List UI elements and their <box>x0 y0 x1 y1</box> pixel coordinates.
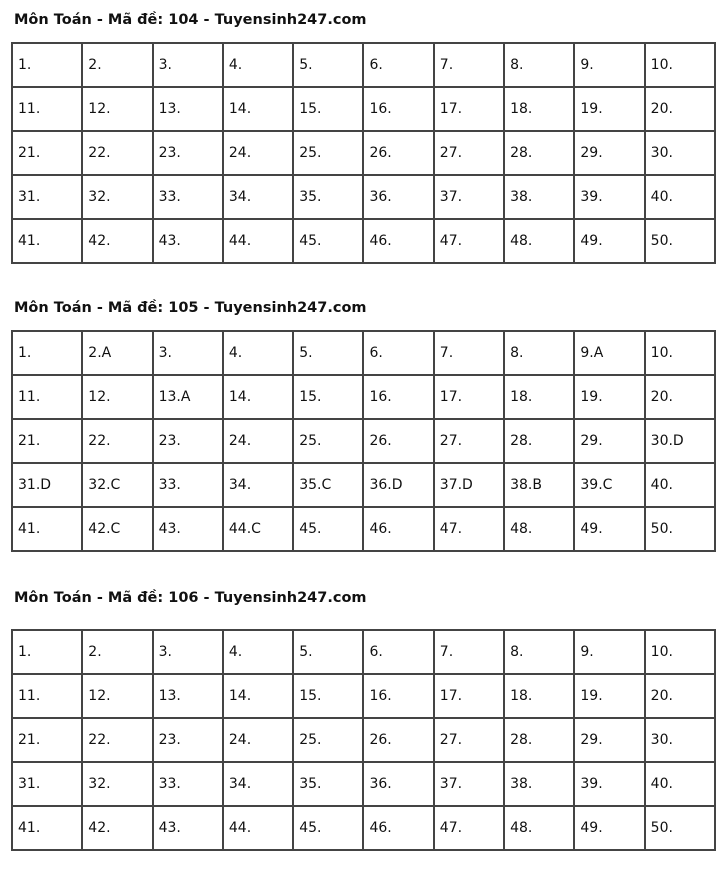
answer-cell: 38. <box>504 762 574 806</box>
answer-cell: 29. <box>574 718 644 762</box>
answer-cell: 44. <box>223 219 293 263</box>
answer-cell: 48. <box>504 806 574 850</box>
answer-cell: 9. <box>574 630 644 674</box>
answer-cell: 6. <box>363 331 433 375</box>
table-row <box>12 131 715 175</box>
answer-cell: 1. <box>12 331 82 375</box>
answer-cell: 34. <box>223 762 293 806</box>
table-row <box>12 718 715 762</box>
answer-cell: 50. <box>645 806 715 850</box>
answer-cell: 40. <box>645 463 715 507</box>
answer-cell: 41. <box>12 806 82 850</box>
answer-cell: 29. <box>574 419 644 463</box>
table-row <box>12 175 715 219</box>
answer-cell: 46. <box>363 806 433 850</box>
answer-cell: 1. <box>12 630 82 674</box>
answer-cell: 46. <box>363 219 433 263</box>
table-row <box>12 331 715 375</box>
answer-cell: 15. <box>293 87 363 131</box>
answer-cell: 18. <box>504 674 574 718</box>
answer-cell: 15. <box>293 375 363 419</box>
section-title-106: Môn Toán - Mã đề: 106 - Tuyensinh247.com <box>14 590 367 606</box>
answer-cell: 7. <box>434 43 504 87</box>
answer-cell: 2. <box>82 43 152 87</box>
answer-cell: 12. <box>82 87 152 131</box>
answer-cell: 21. <box>12 131 82 175</box>
answer-cell: 27. <box>434 131 504 175</box>
table-row <box>12 630 715 674</box>
answer-grid-105 <box>11 330 716 552</box>
answer-cell: 42. <box>82 806 152 850</box>
answer-cell: 45. <box>293 806 363 850</box>
answer-cell: 34. <box>223 175 293 219</box>
answer-cell: 30. <box>645 718 715 762</box>
answer-cell: 4. <box>223 630 293 674</box>
answer-cell: 5. <box>293 43 363 87</box>
answer-cell: 33. <box>153 463 223 507</box>
answer-cell: 8. <box>504 331 574 375</box>
answer-cell: 32. <box>82 175 152 219</box>
answer-cell: 11. <box>12 375 82 419</box>
answer-cell: 18. <box>504 375 574 419</box>
answer-cell: 24. <box>223 419 293 463</box>
answer-cell: 50. <box>645 507 715 551</box>
answer-cell: 8. <box>504 43 574 87</box>
answer-cell: 19. <box>574 87 644 131</box>
table-row <box>12 674 715 718</box>
answer-cell: 1. <box>12 43 82 87</box>
answer-cell: 12. <box>82 375 152 419</box>
answer-cell: 28. <box>504 131 574 175</box>
answer-cell: 7. <box>434 630 504 674</box>
answer-cell: 10. <box>645 630 715 674</box>
answer-cell: 42.C <box>82 507 152 551</box>
answer-cell: 47. <box>434 507 504 551</box>
answer-cell: 49. <box>574 219 644 263</box>
answer-cell: 13. <box>153 87 223 131</box>
answer-cell: 34. <box>223 463 293 507</box>
answer-cell: 14. <box>223 87 293 131</box>
answer-cell: 50. <box>645 219 715 263</box>
answer-cell: 16. <box>363 375 433 419</box>
table-row <box>12 419 715 463</box>
answer-cell: 49. <box>574 507 644 551</box>
answer-cell: 19. <box>574 375 644 419</box>
answer-cell: 46. <box>363 507 433 551</box>
answer-cell: 6. <box>363 630 433 674</box>
answer-cell: 44.C <box>223 507 293 551</box>
table-row <box>12 806 715 850</box>
answer-cell: 29. <box>574 131 644 175</box>
answer-cell: 16. <box>363 87 433 131</box>
answer-cell: 10. <box>645 43 715 87</box>
answer-cell: 19. <box>574 674 644 718</box>
answer-cell: 12. <box>82 674 152 718</box>
answer-cell: 45. <box>293 507 363 551</box>
answer-cell: 17. <box>434 674 504 718</box>
table-row <box>12 762 715 806</box>
answer-cell: 17. <box>434 87 504 131</box>
answer-cell: 38. <box>504 175 574 219</box>
answer-cell: 9. <box>574 43 644 87</box>
answer-cell: 33. <box>153 175 223 219</box>
answer-cell: 48. <box>504 507 574 551</box>
answer-cell: 43. <box>153 219 223 263</box>
answer-cell: 35. <box>293 762 363 806</box>
answer-cell: 37. <box>434 762 504 806</box>
answer-cell: 14. <box>223 375 293 419</box>
answer-cell: 20. <box>645 87 715 131</box>
answer-cell: 27. <box>434 419 504 463</box>
answer-cell: 43. <box>153 507 223 551</box>
answer-cell: 11. <box>12 674 82 718</box>
answer-cell: 47. <box>434 806 504 850</box>
answer-cell: 25. <box>293 131 363 175</box>
answer-cell: 23. <box>153 131 223 175</box>
answer-cell: 23. <box>153 718 223 762</box>
answer-cell: 35. <box>293 175 363 219</box>
answer-grid-106 <box>11 629 716 851</box>
answer-cell: 20. <box>645 674 715 718</box>
answer-cell: 40. <box>645 762 715 806</box>
answer-cell: 32.C <box>82 463 152 507</box>
answer-cell: 4. <box>223 43 293 87</box>
answer-cell: 37. <box>434 175 504 219</box>
answer-cell: 13.A <box>153 375 223 419</box>
answer-cell: 41. <box>12 219 82 263</box>
answer-cell: 23. <box>153 419 223 463</box>
answer-cell: 35.C <box>293 463 363 507</box>
answer-cell: 41. <box>12 507 82 551</box>
answer-cell: 31. <box>12 175 82 219</box>
answer-cell: 13. <box>153 674 223 718</box>
answer-cell: 42. <box>82 219 152 263</box>
answer-cell: 43. <box>153 806 223 850</box>
table-row <box>12 219 715 263</box>
answer-cell: 28. <box>504 419 574 463</box>
answer-cell: 22. <box>82 718 152 762</box>
answer-cell: 26. <box>363 718 433 762</box>
answer-cell: 30.D <box>645 419 715 463</box>
answer-cell: 14. <box>223 674 293 718</box>
answer-cell: 2. <box>82 630 152 674</box>
answer-cell: 30. <box>645 131 715 175</box>
answer-cell: 3. <box>153 630 223 674</box>
answer-cell: 45. <box>293 219 363 263</box>
answer-cell: 31. <box>12 762 82 806</box>
answer-cell: 17. <box>434 375 504 419</box>
answer-cell: 33. <box>153 762 223 806</box>
answer-cell: 20. <box>645 375 715 419</box>
answer-cell: 39.C <box>574 463 644 507</box>
answer-cell: 49. <box>574 806 644 850</box>
answer-cell: 38.B <box>504 463 574 507</box>
answer-cell: 5. <box>293 331 363 375</box>
answer-cell: 22. <box>82 131 152 175</box>
answer-cell: 3. <box>153 43 223 87</box>
table-row <box>12 507 715 551</box>
answer-cell: 21. <box>12 419 82 463</box>
answer-cell: 40. <box>645 175 715 219</box>
answer-cell: 27. <box>434 718 504 762</box>
answer-cell: 15. <box>293 674 363 718</box>
answer-cell: 10. <box>645 331 715 375</box>
answer-cell: 47. <box>434 219 504 263</box>
answer-cell: 39. <box>574 175 644 219</box>
section-title-105: Môn Toán - Mã đề: 105 - Tuyensinh247.com <box>14 300 367 316</box>
answer-cell: 25. <box>293 419 363 463</box>
answer-cell: 25. <box>293 718 363 762</box>
table-row <box>12 87 715 131</box>
answer-cell: 24. <box>223 131 293 175</box>
answer-cell: 44. <box>223 806 293 850</box>
answer-cell: 6. <box>363 43 433 87</box>
answer-cell: 7. <box>434 331 504 375</box>
answer-cell: 8. <box>504 630 574 674</box>
answer-cell: 36. <box>363 762 433 806</box>
answer-cell: 18. <box>504 87 574 131</box>
answer-cell: 9.A <box>574 331 644 375</box>
section-title-104: Môn Toán - Mã đề: 104 - Tuyensinh247.com <box>14 12 367 28</box>
answer-cell: 3. <box>153 331 223 375</box>
answer-cell: 16. <box>363 674 433 718</box>
answer-cell: 26. <box>363 131 433 175</box>
table-row <box>12 43 715 87</box>
answer-cell: 5. <box>293 630 363 674</box>
answer-cell: 26. <box>363 419 433 463</box>
answer-cell: 36.D <box>363 463 433 507</box>
answer-cell: 2.A <box>82 331 152 375</box>
answer-cell: 32. <box>82 762 152 806</box>
answer-cell: 48. <box>504 219 574 263</box>
answer-cell: 39. <box>574 762 644 806</box>
answer-cell: 4. <box>223 331 293 375</box>
answer-cell: 36. <box>363 175 433 219</box>
table-row <box>12 375 715 419</box>
answer-cell: 28. <box>504 718 574 762</box>
answer-grid-104 <box>11 42 716 264</box>
answer-cell: 24. <box>223 718 293 762</box>
answer-cell: 37.D <box>434 463 504 507</box>
answer-cell: 21. <box>12 718 82 762</box>
answer-cell: 31.D <box>12 463 82 507</box>
table-row <box>12 463 715 507</box>
answer-cell: 11. <box>12 87 82 131</box>
answer-cell: 22. <box>82 419 152 463</box>
